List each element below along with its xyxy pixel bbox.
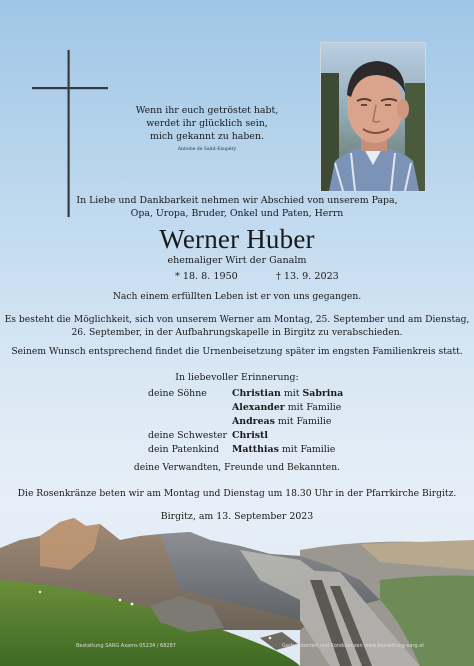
deceased-name: Werner Huber [159,224,315,254]
intro-line: Opa, Uropa, Bruder, Onkel und Paten, Herrn [130,208,344,219]
relative-entry [232,401,341,415]
relative-name: Andreas [232,416,275,427]
quote [112,104,302,153]
relative-suffix: mit Familie [284,402,342,413]
urn-text: Seinem Wunsch entsprechend findet die Urnenbeisetzung später im engsten Familienkreis statt. [11,346,463,357]
intro-line: In Liebe und Dankbarkeit nehmen wir Abschied von unserem Papa, [76,195,398,206]
deceased-subtitle: ehemaliger Wirt der Ganalm [167,255,307,266]
relative-partner: Sabrina [302,388,344,399]
relative-entry [232,429,268,443]
birth-date: * 18. 8. 1950 [175,271,238,282]
place-date: Birgitz, am 13. September 2023 [160,511,314,522]
relative-suffix: mit Familie [274,416,332,427]
passing-text: Nach einem erfüllten Leben ist er von uns gegangen. [112,291,362,302]
relative-label: deine Söhne [148,388,207,399]
relative-entry [232,415,331,429]
memory-title: In liebevoller Erinnerung: [175,372,299,383]
funeral-home-credit: Bestattung SARG Axams 05234 / 68287 [76,643,176,649]
relative-label: deine Schwester [148,430,228,441]
condolence-link[interactable]: Gedenkkerzen und Kondolenzen www.bestattung-sarg.at [282,643,425,649]
death-date: † 13. 9. 2023 [276,271,339,282]
farewell-text [0,313,474,339]
relative-label: dein Patenkind [148,444,220,455]
others-text: deine Verwandten, Freunde und Bekannten. [133,462,341,473]
quote-line: werdet ihr glücklich sein, [146,118,268,129]
portrait-photo [320,42,426,192]
quote-author: Antoine de Saint-Exupéry [177,147,237,152]
relative-name: Christian [232,388,281,399]
relative-name: Matthias [232,444,279,455]
relative-entry: Christian mit Sabrina [232,388,344,399]
relative-name: Alexander [232,402,285,413]
relative-suffix: mit Familie [278,444,336,455]
intro-text [0,194,474,220]
relative-name: Christl [232,430,268,441]
rosary-text: Die Rosenkränze beten wir am Montag und Dienstag um 18.30 Uhr in der Pfarrkirche Birgitz. [17,488,457,499]
quote-line: mich gekannt zu haben. [150,131,264,142]
relative-entry [232,443,335,457]
quote-line: Wenn ihr euch getröstet habt, [135,105,279,116]
farewell-line: 26. September, in der Aufbahrungskapelle in Birgitz zu verabschieden. [71,327,403,338]
farewell-line: Es besteht die Möglichkeit, sich von unserem Werner am Montag, 25. September und am Dienstag, [4,314,470,325]
